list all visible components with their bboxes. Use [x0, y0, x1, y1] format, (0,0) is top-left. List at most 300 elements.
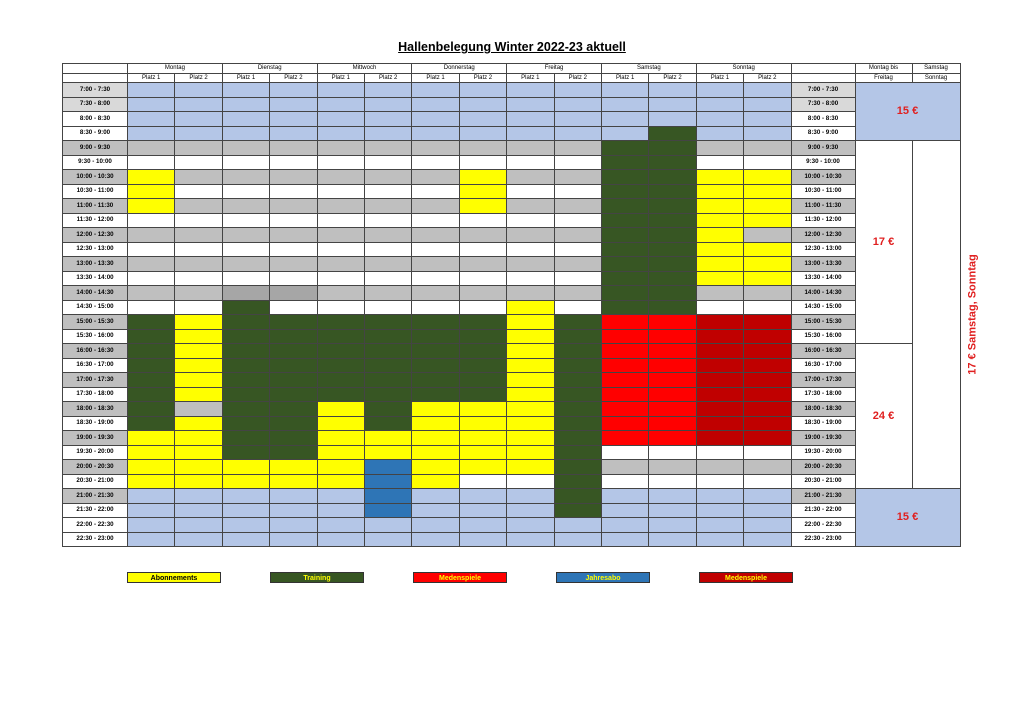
slot-cell [412, 431, 459, 446]
time-label-right: 14:00 - 14:30 [791, 286, 855, 301]
price-header-weekend-2: Sonntag [912, 73, 960, 83]
slot-cell [128, 402, 175, 417]
time-row [63, 257, 961, 272]
slot-cell [222, 532, 269, 547]
slot-cell [507, 532, 554, 547]
slot-cell [317, 97, 364, 112]
page-title: Hallenbelegung Winter 2022-23 aktuell [398, 40, 626, 54]
slot-cell [270, 503, 317, 518]
slot-cell [175, 199, 222, 214]
slot-cell [412, 373, 459, 388]
slot-cell [554, 474, 601, 489]
slot-cell [270, 271, 317, 286]
slot-cell [222, 460, 269, 475]
slot-cell [175, 112, 222, 127]
header-row-courts [63, 73, 961, 83]
slot-cell [459, 184, 506, 199]
slot-cell [317, 416, 364, 431]
time-label: 15:00 - 15:30 [63, 315, 128, 330]
slot-cell [459, 344, 506, 359]
slot-cell [554, 431, 601, 446]
slot-cell [364, 141, 411, 156]
slot-cell [270, 126, 317, 141]
slot-cell [317, 518, 364, 533]
slot-cell [696, 532, 743, 547]
time-label-right: 18:00 - 18:30 [791, 402, 855, 417]
slot-cell [744, 97, 791, 112]
slot-cell [222, 286, 269, 301]
slot-cell [317, 329, 364, 344]
slot-cell [649, 286, 696, 301]
time-row [63, 315, 961, 330]
slot-cell [696, 518, 743, 533]
slot-cell [459, 489, 506, 504]
slot-cell [364, 112, 411, 127]
day-header: Dienstag [222, 64, 317, 74]
slot-cell [412, 358, 459, 373]
slot-cell [175, 416, 222, 431]
time-label: 7:30 - 8:00 [63, 97, 128, 112]
slot-cell [364, 431, 411, 446]
slot-cell [270, 460, 317, 475]
time-label-right: 21:30 - 22:00 [791, 503, 855, 518]
slot-cell [364, 184, 411, 199]
slot-cell [649, 402, 696, 417]
time-row [63, 416, 961, 431]
slot-cell [270, 358, 317, 373]
slot-cell [554, 532, 601, 547]
time-label: 22:30 - 23:00 [63, 532, 128, 547]
time-label-right: 22:30 - 23:00 [791, 532, 855, 547]
slot-cell [364, 387, 411, 402]
slot-cell [412, 286, 459, 301]
slot-cell [317, 155, 364, 170]
slot-cell [270, 402, 317, 417]
slot-cell [507, 358, 554, 373]
time-label-right: 13:00 - 13:30 [791, 257, 855, 272]
slot-cell [412, 242, 459, 257]
slot-cell [175, 373, 222, 388]
slot-cell [222, 199, 269, 214]
slot-cell [128, 141, 175, 156]
slot-cell [696, 474, 743, 489]
legend-item: Abonnements [127, 572, 221, 583]
header-row-days [63, 64, 961, 74]
slot-cell [649, 474, 696, 489]
slot-cell [459, 155, 506, 170]
slot-cell [270, 242, 317, 257]
legend-item: Training [270, 572, 364, 583]
slot-cell [507, 387, 554, 402]
slot-cell [364, 199, 411, 214]
slot-cell [364, 83, 411, 98]
slot-cell [128, 213, 175, 228]
slot-cell [412, 329, 459, 344]
slot-cell [222, 358, 269, 373]
slot-cell [744, 141, 791, 156]
slot-cell [459, 242, 506, 257]
slot-cell [696, 286, 743, 301]
slot-cell [649, 445, 696, 460]
time-label-right: 17:30 - 18:00 [791, 387, 855, 402]
slot-cell [696, 170, 743, 185]
slot-cell [128, 184, 175, 199]
slot-cell [222, 416, 269, 431]
time-row [63, 141, 961, 156]
slot-cell [744, 532, 791, 547]
slot-cell [270, 300, 317, 315]
slot-cell [412, 170, 459, 185]
slot-cell [601, 358, 648, 373]
time-label-right: 21:00 - 21:30 [791, 489, 855, 504]
court-label: Platz 1 [412, 73, 459, 83]
time-label: 9:30 - 10:00 [63, 155, 128, 170]
slot-cell [507, 155, 554, 170]
time-row [63, 184, 961, 199]
court-label: Platz 2 [270, 73, 317, 83]
slot-cell [412, 460, 459, 475]
slot-cell [317, 184, 364, 199]
slot-cell [696, 315, 743, 330]
slot-cell [175, 83, 222, 98]
slot-cell [270, 532, 317, 547]
slot-cell [507, 126, 554, 141]
slot-cell [222, 445, 269, 460]
slot-cell [317, 170, 364, 185]
slot-cell [128, 155, 175, 170]
time-label-right: 9:00 - 9:30 [791, 141, 855, 156]
court-label: Platz 2 [554, 73, 601, 83]
slot-cell [128, 315, 175, 330]
slot-cell [744, 170, 791, 185]
slot-cell [412, 271, 459, 286]
slot-cell [222, 474, 269, 489]
time-label-right: 14:30 - 15:00 [791, 300, 855, 315]
slot-cell [696, 445, 743, 460]
slot-cell [222, 184, 269, 199]
slot-cell [744, 286, 791, 301]
slot-cell [317, 300, 364, 315]
slot-cell [507, 489, 554, 504]
slot-cell [412, 97, 459, 112]
time-label-right: 8:00 - 8:30 [791, 112, 855, 127]
slot-cell [459, 126, 506, 141]
slot-cell [554, 416, 601, 431]
time-label-right: 16:30 - 17:00 [791, 358, 855, 373]
slot-cell [270, 184, 317, 199]
slot-cell [507, 416, 554, 431]
slot-cell [222, 387, 269, 402]
slot-cell [696, 416, 743, 431]
slot-cell [459, 199, 506, 214]
time-label: 18:00 - 18:30 [63, 402, 128, 417]
slot-cell [128, 83, 175, 98]
slot-cell [744, 416, 791, 431]
slot-cell [412, 141, 459, 156]
slot-cell [649, 199, 696, 214]
time-label: 14:00 - 14:30 [63, 286, 128, 301]
slot-cell [696, 199, 743, 214]
slot-cell [601, 344, 648, 359]
slot-cell [649, 344, 696, 359]
slot-cell [175, 474, 222, 489]
slot-cell [128, 358, 175, 373]
slot-cell [317, 532, 364, 547]
slot-cell [649, 228, 696, 243]
time-label-right: 10:30 - 11:00 [791, 184, 855, 199]
slot-cell [696, 83, 743, 98]
slot-cell [364, 489, 411, 504]
slot-cell [364, 460, 411, 475]
slot-cell [601, 315, 648, 330]
slot-cell [507, 373, 554, 388]
slot-cell [554, 184, 601, 199]
slot-cell [222, 344, 269, 359]
slot-cell [507, 184, 554, 199]
slot-cell [175, 402, 222, 417]
time-row [63, 344, 961, 359]
slot-cell [175, 431, 222, 446]
slot-cell [554, 112, 601, 127]
time-label: 17:00 - 17:30 [63, 373, 128, 388]
slot-cell [128, 242, 175, 257]
time-label: 15:30 - 16:00 [63, 329, 128, 344]
time-label: 12:00 - 12:30 [63, 228, 128, 243]
slot-cell [412, 344, 459, 359]
slot-cell [364, 155, 411, 170]
time-row [63, 373, 961, 388]
slot-cell [459, 257, 506, 272]
slot-cell [649, 532, 696, 547]
slot-cell [270, 315, 317, 330]
slot-cell [317, 141, 364, 156]
slot-cell [412, 83, 459, 98]
slot-cell [270, 431, 317, 446]
slot-cell [649, 242, 696, 257]
time-label: 10:00 - 10:30 [63, 170, 128, 185]
slot-cell [175, 532, 222, 547]
slot-cell [507, 271, 554, 286]
time-label: 19:30 - 20:00 [63, 445, 128, 460]
slot-cell [364, 532, 411, 547]
slot-cell [175, 518, 222, 533]
slot-cell [601, 257, 648, 272]
slot-cell [128, 257, 175, 272]
slot-cell [128, 170, 175, 185]
time-label-right: 16:00 - 16:30 [791, 344, 855, 359]
time-label: 22:00 - 22:30 [63, 518, 128, 533]
slot-cell [459, 460, 506, 475]
slot-cell [744, 402, 791, 417]
slot-cell [270, 518, 317, 533]
slot-cell [507, 170, 554, 185]
slot-cell [412, 199, 459, 214]
slot-cell [412, 489, 459, 504]
slot-cell [696, 402, 743, 417]
slot-cell [507, 445, 554, 460]
slot-cell [507, 199, 554, 214]
slot-cell [317, 315, 364, 330]
slot-cell [270, 213, 317, 228]
slot-cell [696, 228, 743, 243]
time-label-right: 20:30 - 21:00 [791, 474, 855, 489]
slot-cell [601, 300, 648, 315]
slot-cell [364, 416, 411, 431]
price-header-weekday-2: Freitag [855, 73, 912, 83]
time-label-right: 15:30 - 16:00 [791, 329, 855, 344]
time-label: 16:00 - 16:30 [63, 344, 128, 359]
slot-cell [696, 97, 743, 112]
time-row [63, 518, 961, 533]
time-row [63, 387, 961, 402]
slot-cell [270, 97, 317, 112]
slot-cell [554, 460, 601, 475]
slot-cell [459, 358, 506, 373]
time-label: 11:00 - 11:30 [63, 199, 128, 214]
slot-cell [317, 83, 364, 98]
slot-cell [317, 344, 364, 359]
slot-cell [364, 257, 411, 272]
slot-cell [744, 228, 791, 243]
price-night: 15 € [855, 489, 960, 547]
slot-cell [744, 199, 791, 214]
slot-cell [175, 460, 222, 475]
slot-cell [364, 170, 411, 185]
slot-cell [222, 300, 269, 315]
slot-cell [128, 271, 175, 286]
slot-cell [744, 503, 791, 518]
header-corner-2 [63, 73, 128, 83]
slot-cell [270, 257, 317, 272]
slot-cell [412, 213, 459, 228]
slot-cell [459, 373, 506, 388]
day-header: Samstag [601, 64, 696, 74]
slot-cell [459, 416, 506, 431]
slot-cell [554, 387, 601, 402]
slot-cell [317, 242, 364, 257]
time-row [63, 112, 961, 127]
slot-cell [696, 460, 743, 475]
slot-cell [649, 83, 696, 98]
slot-cell [744, 358, 791, 373]
slot-cell [507, 402, 554, 417]
slot-cell [744, 315, 791, 330]
slot-cell [128, 518, 175, 533]
time-label: 13:30 - 14:00 [63, 271, 128, 286]
time-label-right: 12:30 - 13:00 [791, 242, 855, 257]
slot-cell [270, 141, 317, 156]
time-label: 20:30 - 21:00 [63, 474, 128, 489]
slot-cell [317, 431, 364, 446]
slot-cell [175, 286, 222, 301]
slot-cell [128, 460, 175, 475]
legend [0, 572, 1024, 586]
slot-cell [128, 97, 175, 112]
time-row [63, 199, 961, 214]
slot-cell [649, 431, 696, 446]
time-row [63, 242, 961, 257]
slot-cell [317, 402, 364, 417]
slot-cell [649, 257, 696, 272]
slot-cell [270, 112, 317, 127]
slot-cell [364, 242, 411, 257]
slot-cell [270, 228, 317, 243]
slot-cell [364, 503, 411, 518]
slot-cell [222, 213, 269, 228]
slot-cell [270, 344, 317, 359]
slot-cell [507, 242, 554, 257]
slot-cell [649, 213, 696, 228]
slot-cell [601, 170, 648, 185]
time-row [63, 83, 961, 98]
slot-cell [649, 184, 696, 199]
slot-cell [601, 83, 648, 98]
header-corner [63, 64, 128, 74]
slot-cell [222, 373, 269, 388]
slot-cell [222, 402, 269, 417]
slot-cell [317, 460, 364, 475]
slot-cell [128, 126, 175, 141]
slot-cell [554, 402, 601, 417]
slot-cell [175, 387, 222, 402]
slot-cell [554, 503, 601, 518]
slot-cell [175, 503, 222, 518]
slot-cell [554, 329, 601, 344]
slot-cell [649, 518, 696, 533]
slot-cell [459, 300, 506, 315]
slot-cell [222, 170, 269, 185]
slot-cell [175, 170, 222, 185]
slot-cell [554, 315, 601, 330]
time-label-right: 10:00 - 10:30 [791, 170, 855, 185]
slot-cell [601, 532, 648, 547]
price-weekend [912, 141, 979, 489]
slot-cell [459, 286, 506, 301]
slot-cell [507, 518, 554, 533]
slot-cell [601, 373, 648, 388]
slot-cell [601, 503, 648, 518]
slot-cell [507, 344, 554, 359]
slot-cell [554, 373, 601, 388]
slot-cell [744, 300, 791, 315]
slot-cell [696, 373, 743, 388]
day-header: Montag [128, 64, 223, 74]
slot-cell [744, 373, 791, 388]
slot-cell [222, 257, 269, 272]
slot-cell [649, 489, 696, 504]
slot-cell [128, 300, 175, 315]
slot-cell [128, 445, 175, 460]
slot-cell [270, 445, 317, 460]
slot-cell [222, 329, 269, 344]
slot-cell [412, 518, 459, 533]
slot-cell [696, 213, 743, 228]
slot-cell [601, 199, 648, 214]
day-header: Freitag [507, 64, 602, 74]
slot-cell [175, 141, 222, 156]
slot-cell [744, 83, 791, 98]
slot-cell [507, 431, 554, 446]
slot-cell [270, 155, 317, 170]
slot-cell [128, 503, 175, 518]
slot-cell [744, 329, 791, 344]
slot-cell [459, 402, 506, 417]
time-row [63, 300, 961, 315]
time-label-right: 18:30 - 19:00 [791, 416, 855, 431]
slot-cell [507, 460, 554, 475]
slot-cell [317, 474, 364, 489]
slot-cell [128, 416, 175, 431]
